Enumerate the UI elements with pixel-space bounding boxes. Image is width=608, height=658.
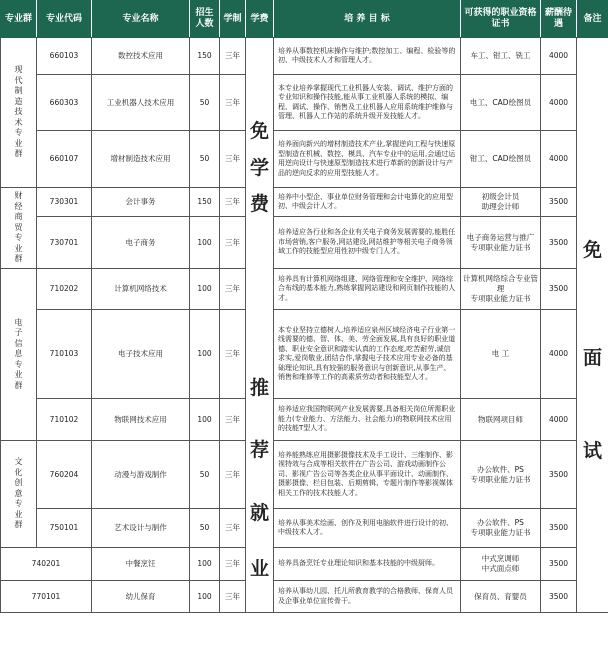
years-cell: 三年 bbox=[220, 399, 246, 441]
desc-cell: 培养从事幼儿园、托儿所教育教学的合格教师、保育人员及企事业单位宣传骨干。 bbox=[274, 581, 461, 613]
interview-cell bbox=[577, 38, 608, 613]
table-row bbox=[1, 217, 608, 269]
header-note: 备注 bbox=[577, 1, 608, 38]
group-name: 文化创意专业群 bbox=[14, 457, 23, 530]
tuition-char: 业 bbox=[249, 558, 269, 580]
cert-cell: 办公软件、PS 专项职业能力证书 bbox=[461, 441, 541, 509]
name-cell: 动漫与游戏制作 bbox=[92, 441, 190, 509]
code-cell: 660103 bbox=[37, 38, 92, 75]
quota-cell: 50 bbox=[190, 131, 220, 188]
years-cell: 三年 bbox=[220, 217, 246, 269]
salary-cell: 3500 bbox=[541, 188, 577, 217]
table-row bbox=[1, 38, 608, 75]
header-group: 专业群 bbox=[1, 1, 37, 38]
years-cell: 三年 bbox=[220, 75, 246, 131]
name-cell: 物联网技术应用 bbox=[92, 399, 190, 441]
name-cell: 幼儿保育 bbox=[92, 581, 190, 613]
tuition-char: 推 bbox=[249, 377, 269, 399]
table-row bbox=[1, 548, 608, 581]
group-name: 财经商贸专业群 bbox=[14, 191, 23, 264]
salary-cell: 4000 bbox=[541, 399, 577, 441]
desc-cell: 培养适应各行业和各企业有关电子商务发展需要的,能胜任市场营销,客户服务,网站建设,网站维护等相关电子商务领域工作的技能型应用性初中级专门人才。 bbox=[274, 217, 461, 269]
group-cell bbox=[1, 441, 37, 548]
header-cert: 可获得的职业资格证书 bbox=[461, 1, 541, 38]
salary-cell: 3500 bbox=[541, 509, 577, 548]
group-cell bbox=[1, 188, 37, 269]
tuition-char: 荐 bbox=[249, 439, 269, 461]
group-name: 电子信息专业群 bbox=[14, 317, 23, 390]
table-row bbox=[1, 399, 608, 441]
code-cell: 660303 bbox=[37, 75, 92, 131]
years-cell: 三年 bbox=[220, 188, 246, 217]
salary-cell: 4000 bbox=[541, 131, 577, 188]
interview-char: 免 bbox=[582, 239, 602, 261]
tuition-char: 就 bbox=[249, 502, 269, 524]
quota-cell: 100 bbox=[190, 217, 220, 269]
name-cell: 电子商务 bbox=[92, 217, 190, 269]
years-cell: 三年 bbox=[220, 509, 246, 548]
header-goal: 培 养 目 标 bbox=[274, 1, 461, 38]
name-cell: 工业机器人技术应用 bbox=[92, 75, 190, 131]
cert-cell: 物联网项目师 bbox=[461, 399, 541, 441]
years-cell: 三年 bbox=[220, 269, 246, 310]
desc-cell: 培养中小型企、事业单位财务管理和会计电算化的应用型初、中级会计人才。 bbox=[274, 188, 461, 217]
salary-cell: 4000 bbox=[541, 310, 577, 399]
desc-cell: 培养具备烹饪专业理论知识和基本技能的中级厨师。 bbox=[274, 548, 461, 581]
table-row bbox=[1, 131, 608, 188]
code-cell: 770101 bbox=[1, 581, 92, 613]
header-code: 专业代码 bbox=[37, 1, 92, 38]
name-cell: 艺术设计与制作 bbox=[92, 509, 190, 548]
desc-cell: 培养面向新兴的增材制造技术产业,掌握逆向工程与快速原型制造在机械、数控、模具、汽车专业中的运用,会通过运用逆向设计与快速原型制造技术进行革新的创新设计与产品的逆向反求的应用型技能人才。 bbox=[274, 131, 461, 188]
cert-cell: 中式烹调师 中式面点师 bbox=[461, 548, 541, 581]
code-cell: 710103 bbox=[37, 310, 92, 399]
name-cell: 计算机网络技术 bbox=[92, 269, 190, 310]
name-cell: 增材制造技术应用 bbox=[92, 131, 190, 188]
quota-cell: 100 bbox=[190, 581, 220, 613]
desc-cell: 本专业坚持立德树人,培养适应泉州区域经济电子行业第一线需要的德、智、体、美、劳全面发展,具有良好的职业道德、职业安全意识和踏实认真的工作态度,吃苦耐劳,诚信求实,爱岗敬业,团结合作,掌握电子技术应用专业必备的基础理论知识,具有较强的服务意识与创新意识,从事生产、销售和维修等工作的高素质劳动者和技能型人才。 bbox=[274, 310, 461, 399]
desc-cell: 培养能熟练应用摄影摄像技术及手工设计、三维制作、影视特效与合成等相关软件在广告公司、游戏动画制作公司、影视广告公司等各类企业从事平面设计、动画制作、摄影摄像、栏目包装、后期剪辑、专题片制作等影视媒体相关工作的技术技能人才。 bbox=[274, 441, 461, 509]
years-cell: 三年 bbox=[220, 581, 246, 613]
years-cell: 三年 bbox=[220, 38, 246, 75]
code-cell: 740201 bbox=[1, 548, 92, 581]
desc-cell: 培养从事美术绘画、创作及利用电脑软件进行设计的初、中级技术人才。 bbox=[274, 509, 461, 548]
salary-cell: 3500 bbox=[541, 269, 577, 310]
salary-cell: 3500 bbox=[541, 581, 577, 613]
table-row bbox=[1, 310, 608, 399]
quota-cell: 100 bbox=[190, 399, 220, 441]
interview-char: 面 bbox=[582, 347, 602, 369]
desc-cell: 培养具有计算机网络组建、网络管理和安全维护、网络综合布线的基本能力,熟练掌握网站建设和网页制作技能的人才。 bbox=[274, 269, 461, 310]
name-cell: 会计事务 bbox=[92, 188, 190, 217]
group-cell bbox=[1, 38, 37, 188]
code-cell: 760204 bbox=[37, 441, 92, 509]
table-row bbox=[1, 75, 608, 131]
cert-cell: 办公软件、PS 专项职业能力证书 bbox=[461, 509, 541, 548]
cert-cell: 电工、CAD绘图员 bbox=[461, 75, 541, 131]
quota-cell: 150 bbox=[190, 188, 220, 217]
header-salary: 薪酬待遇 bbox=[541, 1, 577, 38]
table-row bbox=[1, 509, 608, 548]
group-name: 现代制造技术专业群 bbox=[14, 65, 23, 159]
name-cell: 中餐烹饪 bbox=[92, 548, 190, 581]
salary-cell: 3500 bbox=[541, 548, 577, 581]
header-years: 学制 bbox=[220, 1, 246, 38]
cert-cell: 计算机网络综合专业管理 专项职业能力证书 bbox=[461, 269, 541, 310]
years-cell: 三年 bbox=[220, 441, 246, 509]
table-row bbox=[1, 188, 608, 217]
code-cell: 710102 bbox=[37, 399, 92, 441]
name-cell: 数控技术应用 bbox=[92, 38, 190, 75]
salary-cell: 3500 bbox=[541, 217, 577, 269]
cert-cell: 初级会计员 助理会计师 bbox=[461, 188, 541, 217]
tuition-char: 学 bbox=[249, 157, 269, 179]
tuition-cell bbox=[246, 38, 274, 613]
cert-cell: 钳工、CAD绘图员 bbox=[461, 131, 541, 188]
code-cell: 730701 bbox=[37, 217, 92, 269]
desc-cell: 培养从事数控机床操作与维护;数控加工、编程、检验等的初、中级技术人才和管理人才。 bbox=[274, 38, 461, 75]
table-row bbox=[1, 269, 608, 310]
header-name: 专业名称 bbox=[92, 1, 190, 38]
salary-cell: 4000 bbox=[541, 38, 577, 75]
quota-cell: 50 bbox=[190, 509, 220, 548]
code-cell: 710202 bbox=[37, 269, 92, 310]
quota-cell: 50 bbox=[190, 441, 220, 509]
years-cell: 三年 bbox=[220, 310, 246, 399]
cert-cell: 电 工 bbox=[461, 310, 541, 399]
tuition-char: 费 bbox=[249, 193, 269, 215]
years-cell: 三年 bbox=[220, 548, 246, 581]
name-cell: 电子技术应用 bbox=[92, 310, 190, 399]
code-cell: 750101 bbox=[37, 509, 92, 548]
salary-cell: 3500 bbox=[541, 441, 577, 509]
header-quota: 招生人数 bbox=[190, 1, 220, 38]
group-cell bbox=[1, 269, 37, 441]
quota-cell: 100 bbox=[190, 269, 220, 310]
code-cell: 730301 bbox=[37, 188, 92, 217]
tuition-char: 免 bbox=[249, 120, 269, 142]
table-header bbox=[1, 1, 608, 38]
salary-cell: 4000 bbox=[541, 75, 577, 131]
desc-cell: 培养适应我国物联网产业发展需要,具备相关岗位所需职业能力(专业能力、方法能力、社会能力)的物联网技术应用的技能T型人才。 bbox=[274, 399, 461, 441]
table-row bbox=[1, 581, 608, 613]
cert-cell: 保育员、育婴员 bbox=[461, 581, 541, 613]
desc-cell: 本专业培养掌握现代工业机器人安装、调试、维护方面的专业知识和操作技能,能从事工业机器人系统的模拟、编程、调试、操作、销售及工业机器人应用系统维护维修与管理、机器人工作站的系统升级开发技能人才。 bbox=[274, 75, 461, 131]
cert-cell: 电子商务运营与推广 专项职业能力证书 bbox=[461, 217, 541, 269]
interview-char: 试 bbox=[582, 440, 602, 462]
code-cell: 660107 bbox=[37, 131, 92, 188]
header-tuition: 学费 bbox=[246, 1, 274, 38]
quota-cell: 50 bbox=[190, 75, 220, 131]
quota-cell: 100 bbox=[190, 548, 220, 581]
table-row bbox=[1, 441, 608, 509]
cert-cell: 车工、钳工、铣工 bbox=[461, 38, 541, 75]
quota-cell: 150 bbox=[190, 38, 220, 75]
quota-cell: 100 bbox=[190, 310, 220, 399]
years-cell: 三年 bbox=[220, 131, 246, 188]
